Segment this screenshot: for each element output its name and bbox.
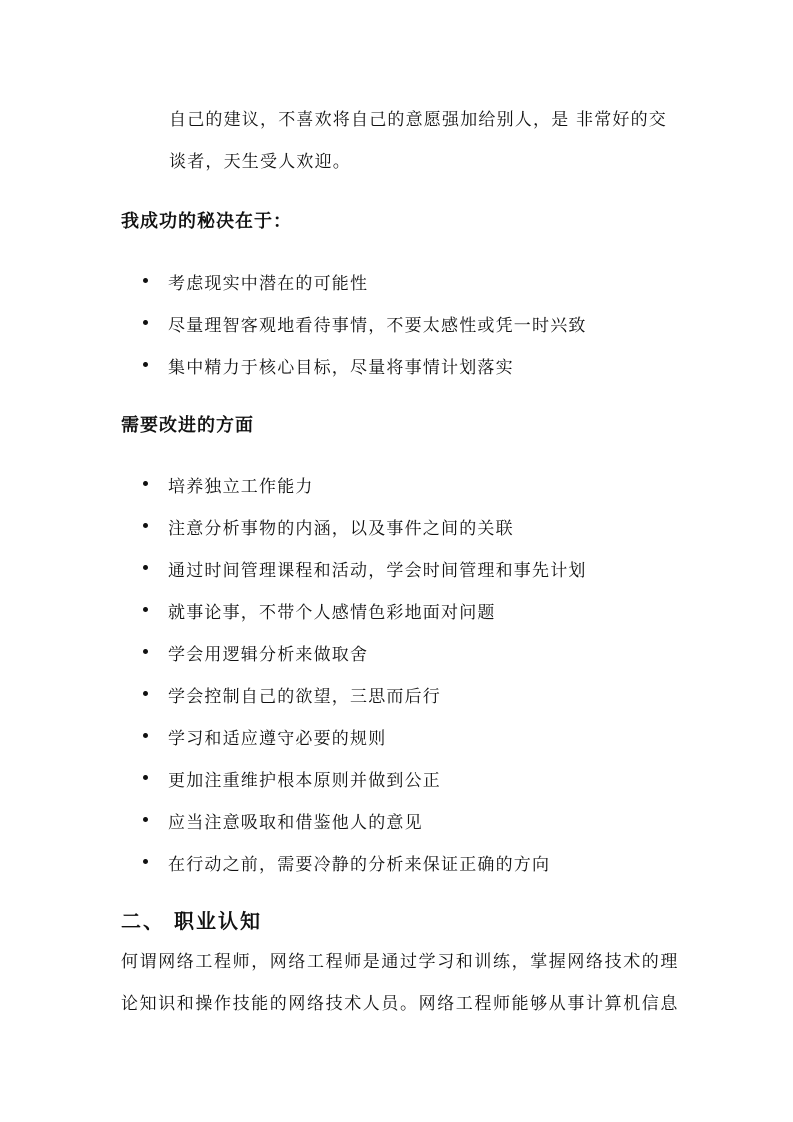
list-item-text: 就事论事，不带个人感情色彩地面对问题 (168, 603, 496, 623)
success-heading: 我成功的秘决在于： (121, 211, 292, 232)
list-item-text: 考虑现实中潜在的可能性 (168, 274, 369, 294)
list-item-text: 学习和适应遵守必要的规则 (168, 729, 387, 749)
list-item-text: 学会用逻辑分析来做取舍 (168, 645, 369, 665)
intro-line-2: 谈者，天生受人欢迎。 (169, 152, 351, 172)
list-item-text: 通过时间管理课程和活动，学会时间管理和事先计划 (168, 561, 587, 581)
bullet-icon (143, 775, 148, 780)
career-heading: 二、 职业认知 (121, 909, 262, 933)
bullet-icon (143, 607, 148, 612)
list-item-text: 更加注重维护根本原则并做到公正 (168, 771, 441, 791)
list-item-text: 培养独立工作能力 (168, 477, 314, 497)
bullet-icon (143, 691, 148, 696)
career-line-2: 论知识和操作技能的网络技术人员。网络工程师能够从事计算机信息 (121, 994, 679, 1014)
bullet-icon (143, 859, 148, 864)
bullet-icon (143, 278, 148, 283)
list-item-text: 应当注意吸取和借鉴他人的意见 (168, 813, 423, 833)
bullet-icon (143, 649, 148, 654)
list-item-text: 集中精力于核心目标，尽量将事情计划落实 (168, 358, 514, 378)
intro-line-1: 自己的建议，不喜欢将自己的意愿强加给别人，是 非常好的交 (169, 110, 668, 130)
career-line-1: 何谓网络工程师，网络工程师是通过学习和训练，掌握网络技术的理 (121, 952, 679, 972)
bullet-icon (143, 565, 148, 570)
list-item-text: 在行动之前，需要冷静的分析来保证正确的方向 (168, 855, 551, 875)
bullet-icon (143, 481, 148, 486)
improve-heading: 需要改进的方面 (121, 415, 254, 436)
bullet-icon (143, 320, 148, 325)
bullet-icon (143, 523, 148, 528)
bullet-icon (143, 733, 148, 738)
list-item-text: 学会控制自己的欲望，三思而后行 (168, 687, 441, 707)
list-item-text: 注意分析事物的内涵，以及事件之间的关联 (168, 519, 514, 539)
bullet-icon (143, 362, 148, 367)
list-item-text: 尽量理智客观地看待事情，不要太感性或凭一时兴致 (168, 316, 587, 336)
bullet-icon (143, 817, 148, 822)
